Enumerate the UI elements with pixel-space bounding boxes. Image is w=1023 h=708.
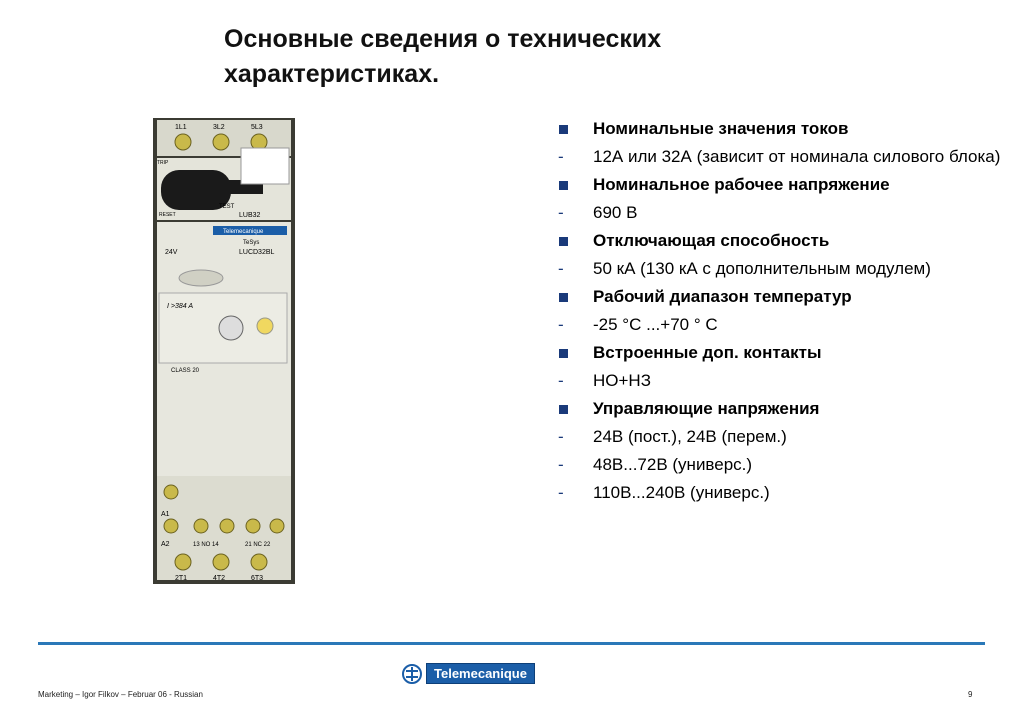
square-bullet-icon	[558, 173, 578, 196]
spec-value: - 48В...72В (универс.)	[558, 455, 753, 474]
svg-text:6T3: 6T3	[251, 575, 264, 582]
svg-text:LUB32: LUB32	[239, 212, 261, 219]
svg-text:LUCD32BL: LUCD32BL	[239, 249, 275, 256]
svg-text:13 NO 14: 13 NO 14	[193, 542, 219, 548]
spec-heading: Встроенные доп. контакты	[558, 341, 1008, 364]
svg-text:TeSys: TeSys	[243, 240, 260, 246]
spec-heading: Номинальные значения токов	[558, 117, 1008, 140]
square-bullet-icon	[558, 397, 578, 420]
spec-value: - НО+НЗ	[558, 371, 651, 390]
spec-heading: Рабочий диапазон температур	[558, 285, 1008, 308]
svg-text:24V: 24V	[165, 249, 178, 256]
square-bullet-icon	[558, 229, 578, 252]
telemecanique-logo	[402, 663, 535, 684]
terminal-5l3: 5L3	[251, 124, 263, 131]
spec-value: - 110В...240В (универс.)	[558, 483, 770, 502]
terminal-3l2: 3L2	[213, 124, 225, 131]
svg-text:Telemecanique: Telemecanique	[223, 229, 264, 235]
square-bullet-icon	[558, 285, 578, 308]
svg-text:21 NC 22: 21 NC 22	[245, 542, 271, 548]
svg-text:A1: A1	[161, 511, 170, 518]
spec-heading: Управляющие напряжения	[558, 397, 1008, 420]
spec-value: - 12А или 32А (зависит от номинала силового блока)	[558, 147, 1001, 166]
terminal-1l1: 1L1	[175, 124, 187, 131]
page-number: 9	[968, 690, 973, 699]
spec-heading: Отключающая способность	[558, 229, 1008, 252]
spec-list	[558, 112, 1008, 504]
spec-value: - 50 кА (130 кА с дополнительным модулем)	[558, 259, 931, 278]
footer-divider	[38, 642, 985, 645]
telemecanique-emblem-icon	[402, 664, 422, 684]
svg-text:2T1: 2T1	[175, 575, 188, 582]
spec-heading: Номинальное рабочее напряжение	[558, 173, 1008, 196]
svg-text:TRIP: TRIP	[157, 160, 169, 166]
footer-credit: Marketing – Igor Filkov – Februar 06 - Russian	[38, 690, 203, 699]
motor-starter-illustration	[153, 118, 295, 584]
spec-value: - 24В (пост.), 24В (перем.)	[558, 427, 787, 446]
square-bullet-icon	[558, 341, 578, 364]
svg-text:RESET: RESET	[159, 212, 176, 218]
svg-text:I >384 A: I >384 A	[167, 303, 194, 310]
svg-text:A2: A2	[161, 541, 170, 548]
logo-text: Telemecanique	[426, 663, 535, 684]
slide-title: Основные сведения о технических характеристиках.	[224, 25, 662, 88]
svg-text:TEST: TEST	[219, 204, 235, 210]
square-bullet-icon	[558, 117, 578, 140]
svg-text:CLASS 20: CLASS 20	[171, 368, 200, 374]
spec-value: - 690 В	[558, 203, 638, 222]
spec-value: - -25 °C ...+70 ° C	[558, 315, 718, 334]
svg-text:4T2: 4T2	[213, 575, 226, 582]
